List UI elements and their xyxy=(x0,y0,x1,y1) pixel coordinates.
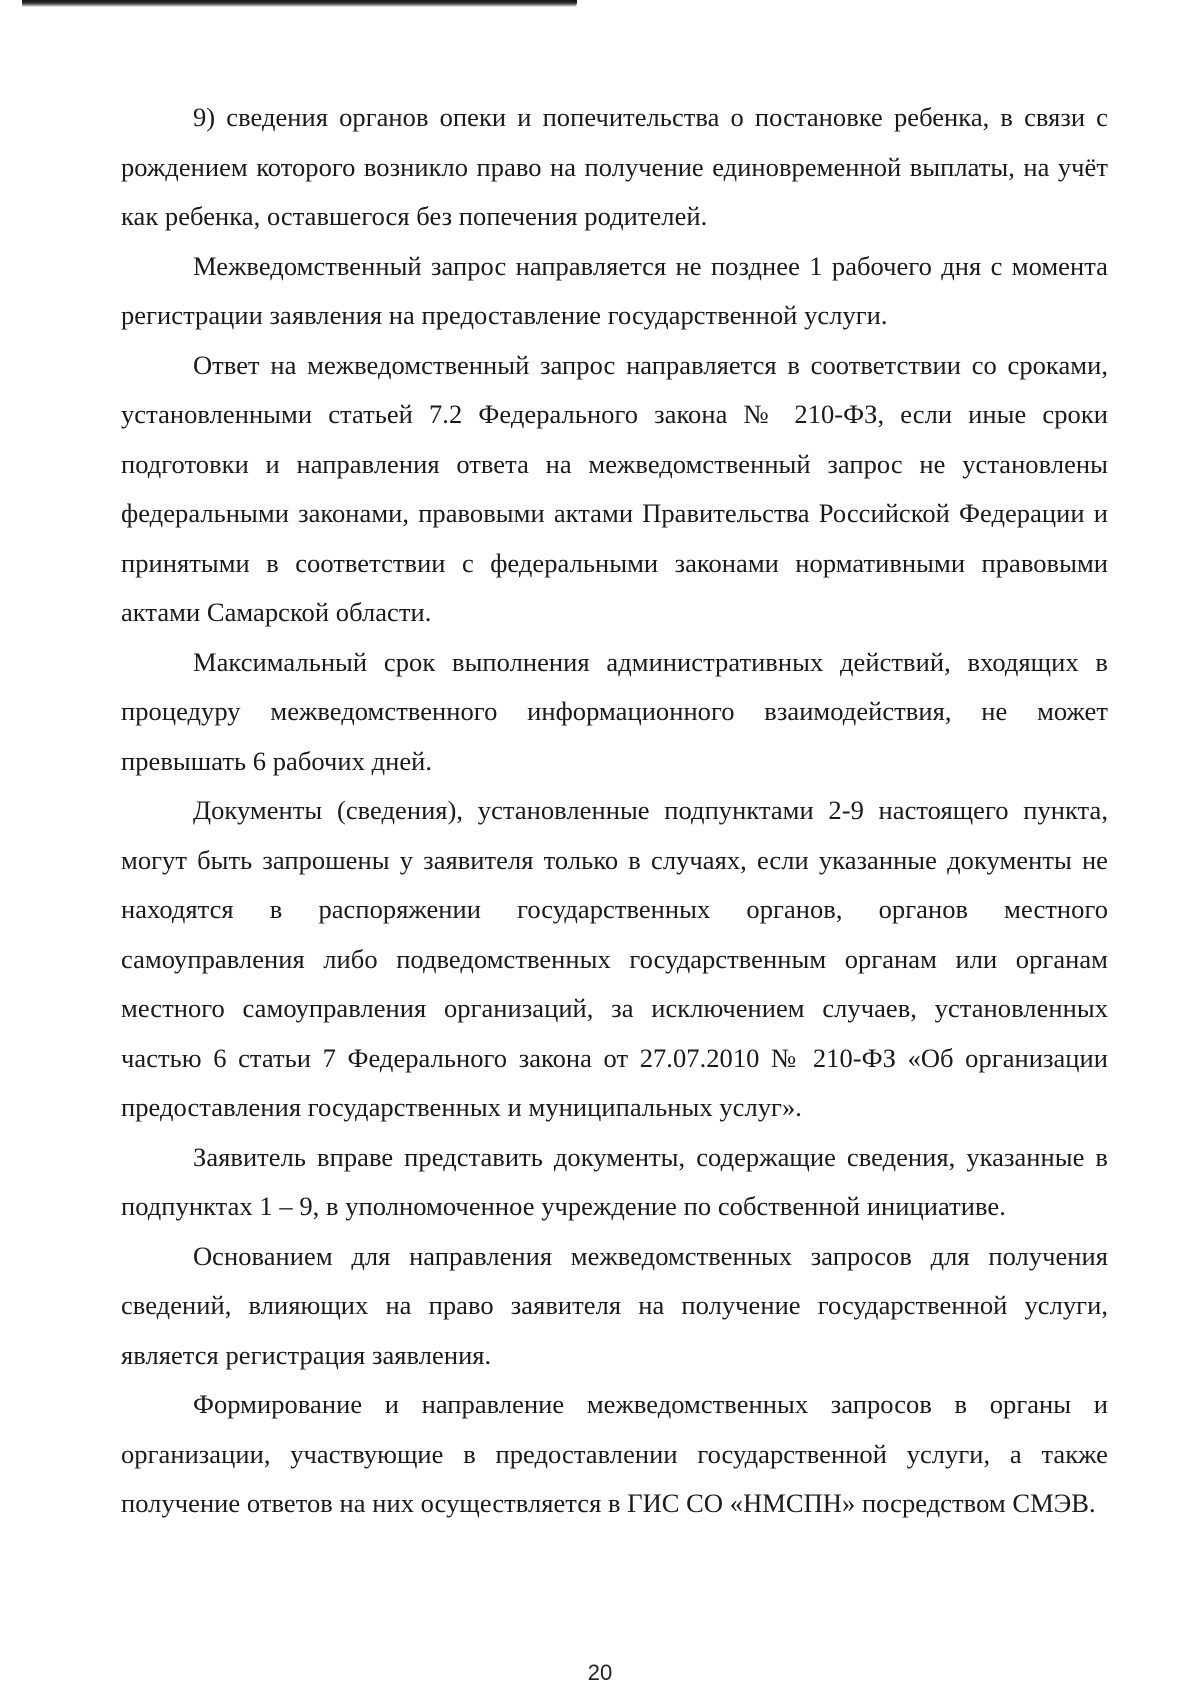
paragraph-max-duration: Максимальный срок выполнения административных действий, входящих в процедуру межведомственного информационного взаимодействия, не может превышать 6 рабочих дней. xyxy=(121,646,1108,776)
paragraph-item-9-guardianship: 9) сведения органов опеки и попечительства о постановке ребенка, в связи с рождением которого возникло право на получение единовременной выплаты, на учёт как ребенка, оставшегося без попечения родителей. xyxy=(121,102,1108,231)
paragraph-request-basis: Основанием для направления межведомственных запросов для получения сведений, влияющих на право заявителя на получение государственной услуги, является регистрация заявления. xyxy=(121,1240,1108,1370)
scan-edge-mark xyxy=(22,0,577,7)
paragraph-applicant-right: Заявитель вправе представить документы, содержащие сведения, указанные в подпунктах 1 – 9, в уполномоченное учреждение по собственной инициативе. xyxy=(121,1141,1108,1221)
paragraph-request-deadline: Межведомственный запрос направляется не позднее 1 рабочего дня с момента регистрации заявления на предоставление государственной услуги. xyxy=(121,250,1108,330)
paragraph-response-terms: Ответ на межведомственный запрос направляется в соответствии со сроками, установленными статьей 7.2 Федерального закона № 210-ФЗ, если иные сроки подготовки и направления ответа на межведомственный запрос не установлены федеральными законами, правовыми актами Правительства Российской Федерации и принятыми в соответствии с федеральными законами нормативными правовыми актами Самарской области. xyxy=(121,349,1108,627)
paragraph-documents-request: Документы (сведения), установленные подпунктами 2-9 настоящего пункта, могут быть запрошены у заявителя только в случаях, если указанные документы не находятся в распоряжении государственных органов, органов местного самоуправления либо подведомственных государственным органам или органам местного самоуправления организаций, за исключением случаев, установленных частью 6 статьи 7 Федерального закона от 27.07.2010 № 210-ФЗ «Об организации предоставления государственных и муниципальных услуг». xyxy=(121,795,1108,1122)
document-body xyxy=(121,93,1108,1529)
page-number: 20 xyxy=(587,1660,613,1685)
paragraph-request-formation: Формирование и направление межведомственных запросов в органы и организации, участвующие в предоставлении государственной услуги, а также получение ответов на них осуществляется в ГИС СО «НМСПН» посредством СМЭВ. xyxy=(121,1389,1108,1518)
